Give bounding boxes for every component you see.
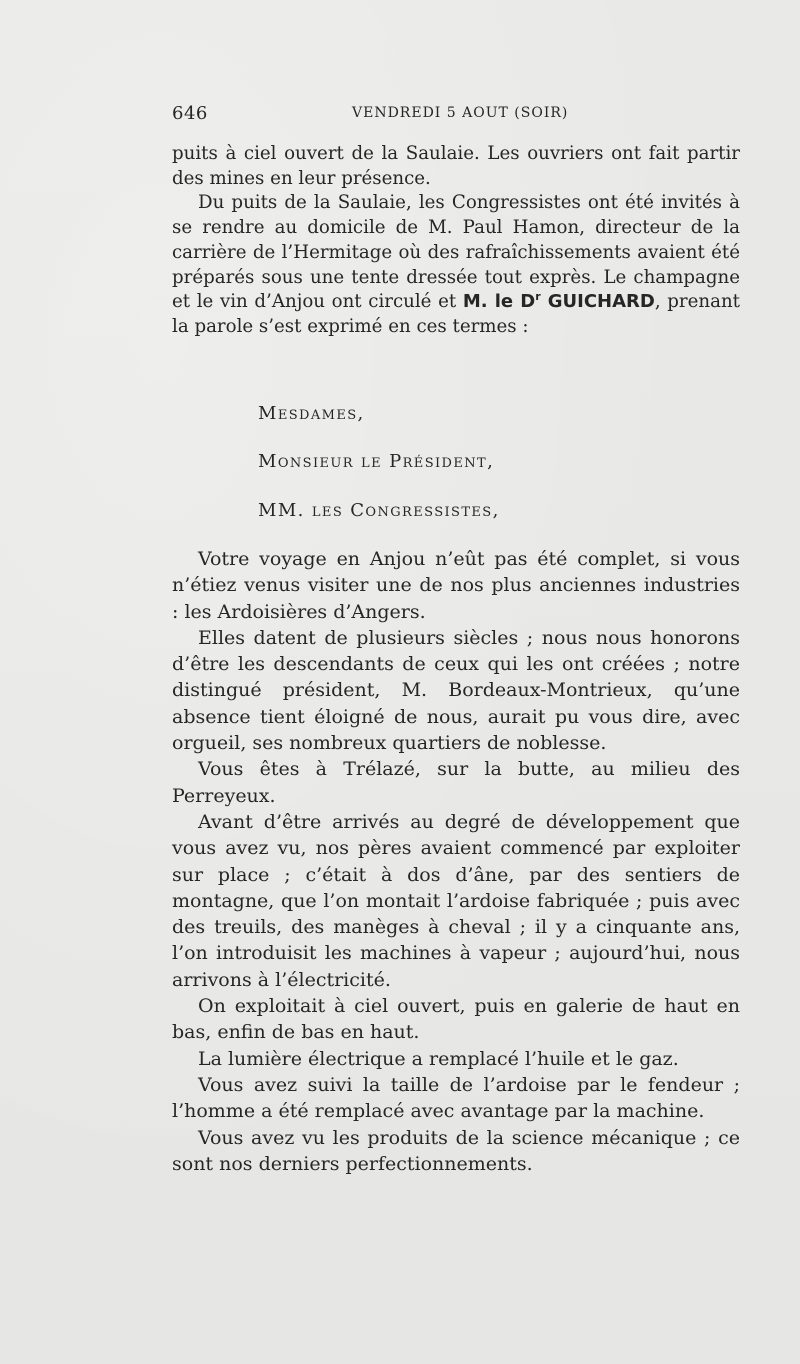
intro-paragraph-2-start: Du puits de la Saulaie, les Congressistes ont été invités à se rendre au domicile de M. Paul Hamon, directeur de la carrière de l’Hermitage où des rafraîchissements avaient été préparés sous une tente dressée tout exprès. Le champagne et le vin d’Anjou ont circulé et — [172, 192, 740, 313]
speech-text — [172, 546, 740, 1177]
intro-text — [172, 142, 740, 340]
running-head: VENDREDI 5 AOUT (SOIR) — [352, 105, 569, 121]
speech-paragraph: La lumière électrique a remplacé l’huile et le gaz. — [198, 1047, 679, 1070]
salutation-congressistes: MM. les Congressistes, — [258, 500, 500, 521]
speaker-name — [463, 291, 655, 312]
salutation-president: Monsieur le Président, — [258, 451, 495, 472]
speech-paragraph: Vous avez vu les produits de la science mécanique ; ce sont nos derniers perfectionnements. — [172, 1126, 740, 1175]
speech-paragraph: Vous avez suivi la taille de l’ardoise par le fendeur ; l’homme a été remplacé avec avantage par la machine. — [172, 1073, 740, 1123]
speech-paragraph: Avant d’être arrivés au degré de développement que vous avez vu, nos pères avaient commencé par exploiter sur place ; c’était à dos d’âne, par des sentiers de montagne, que l’on montait l’ardoise fabriquée ; puis avec des treuils, des manèges à cheval ; il y a cinquante ans, l’on introduisit les machines à vapeur ; aujourd’hui, nous arrivons à l’électricité. — [172, 810, 740, 991]
page-number: 646 — [172, 103, 208, 124]
speech-paragraph: On exploitait à ciel ouvert, puis en galerie de haut en bas, enfin de bas en haut. — [172, 995, 740, 1044]
intro-paragraph-2-end: , prenant la parole s’est exprimé en ces termes : — [172, 291, 740, 337]
speech-paragraph: Vous êtes à Trélazé, sur la butte, au milieu des Perreyeux. — [172, 758, 740, 807]
intro-paragraph-1: puits à ciel ouvert de la Saulaie. Les ouvriers ont fait partir des mines en leur présence. — [172, 143, 740, 189]
speech-paragraph: Elles datent de plusieurs siècles ; nous nous honorons d’être les descendants de ceux qui les ont créées ; notre distingué président, M. Bordeaux-Montrieux, qu’une absence tient éloigné de nous, aurait pu vous dire, avec orgueil, ses nombreux quartiers de noblesse. — [172, 626, 740, 755]
speech-paragraph: Votre voyage en Anjou n’eût pas été complet, si vous n’étiez venus visiter une de nos plus anciennes industries : les Ardoisières d’Angers. — [172, 548, 740, 623]
speaker-surname: GUICHARD — [540, 291, 655, 313]
salutation-mesdames: Mesdames, — [258, 403, 365, 424]
page-header — [0, 103, 800, 127]
intro-paragraph-2 — [172, 191, 740, 339]
speaker-title-superscript: r — [535, 290, 541, 304]
speaker-prefix: M. le D — [462, 291, 536, 313]
